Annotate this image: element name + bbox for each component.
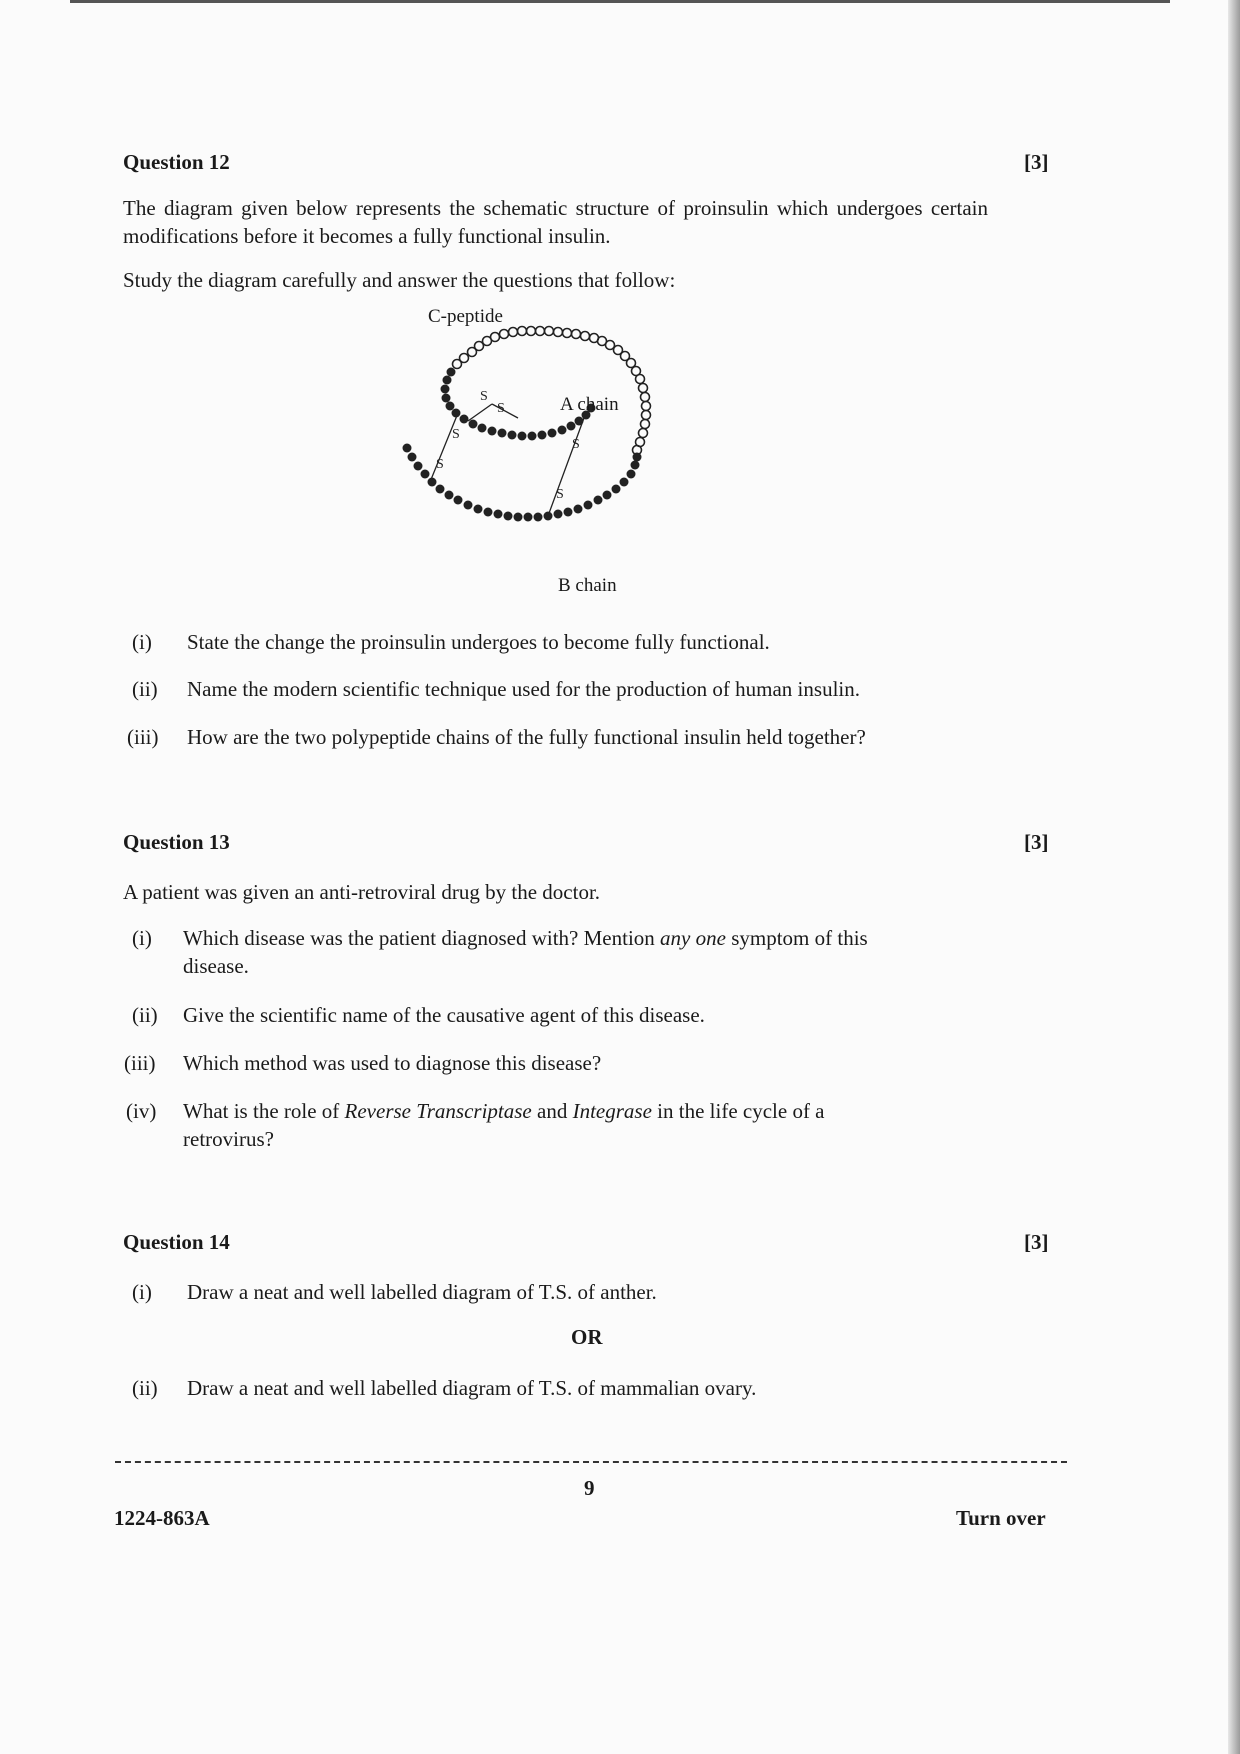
q13-item-num: (i) [132, 926, 152, 950]
question-13-title: Question 13 [123, 830, 230, 854]
q12-item-num: (i) [132, 630, 152, 654]
page-top-edge [70, 0, 1170, 3]
q13-item-emphasis: any one [660, 926, 726, 950]
question-14-marks: [3] [1024, 1230, 1049, 1254]
q13-item-text-part: disease. [183, 954, 249, 978]
q13-item-text-part: and [531, 1099, 573, 1123]
q14-item-text: Draw a neat and well labelled diagram of T.S. of anther. [187, 1280, 657, 1304]
b-chain-label: B chain [558, 575, 617, 596]
disulfide-labels [436, 389, 580, 502]
q13-item-num: (iii) [124, 1051, 156, 1075]
a-chain-label: A chain [560, 394, 619, 415]
q14-item-num: (i) [132, 1280, 152, 1304]
q13-item-text-part: retrovirus? [183, 1127, 274, 1151]
question-12-marks: [3] [1024, 150, 1049, 174]
question-12-instruction: Study the diagram carefully and answer the questions that follow: [123, 268, 676, 292]
q13-item-text-part: in the life cycle of a [651, 1099, 825, 1123]
question-13-marks: [3] [1024, 830, 1049, 854]
q13-item-text-part: symptom of this [725, 926, 868, 950]
b-chain [403, 444, 642, 522]
q13-item-text-part: What is the role of [183, 1099, 345, 1123]
disulfide-label: S [452, 427, 460, 442]
disulfide-label: S [556, 487, 564, 502]
page-right-edge [1228, 0, 1240, 1754]
q12-item-num: (ii) [132, 677, 158, 701]
q13-item-text-part: Which disease was the patient diagnosed with? Mention [183, 926, 661, 950]
question-14-title: Question 14 [123, 1230, 230, 1254]
question-12-intro: The diagram given below represents the schematic structure of proinsulin which undergoes certain modifications before it becomes a fully functional insulin. [123, 196, 988, 248]
turn-over-label: Turn over [956, 1506, 1046, 1530]
q13-item-text [183, 1097, 993, 1153]
page-number: 9 [584, 1476, 595, 1500]
disulfide-label: S [497, 401, 505, 416]
question-13-intro: A patient was given an anti-retroviral drug by the doctor. [123, 880, 601, 904]
q13-item-num: (ii) [132, 1003, 158, 1027]
question-12-title: Question 12 [123, 150, 230, 174]
disulfide-label: S [480, 389, 488, 404]
q13-item-text: Which method was used to diagnose this disease? [183, 1051, 602, 1075]
q13-item-text: Give the scientific name of the causative agent of this disease. [183, 1003, 705, 1027]
c-peptide-label: C-peptide [428, 306, 503, 327]
q12-item-text: How are the two polypeptide chains of the fully functional insulin held together? [187, 725, 866, 749]
disulfide-label: S [572, 437, 580, 452]
q12-item-text: Name the modern scientific technique used for the production of human insulin. [187, 677, 860, 701]
q14-item-num: (ii) [132, 1376, 158, 1400]
proinsulin-diagram [380, 300, 760, 600]
q12-item-text: State the change the proinsulin undergoes to become fully functional. [187, 630, 770, 654]
q13-item-emphasis: Integrase [572, 1099, 652, 1123]
disulfide-label: S [436, 457, 444, 472]
or-separator: OR [571, 1325, 603, 1349]
paper-code: 1224-863A [114, 1506, 210, 1530]
q13-item-emphasis: Reverse Transcriptase [344, 1099, 532, 1123]
q12-item-num: (iii) [127, 725, 159, 749]
footer-divider [115, 1461, 1067, 1463]
q13-item-text [183, 924, 993, 980]
q14-item-text: Draw a neat and well labelled diagram of T.S. of mammalian ovary. [187, 1376, 757, 1400]
q13-item-num: (iv) [126, 1099, 157, 1123]
